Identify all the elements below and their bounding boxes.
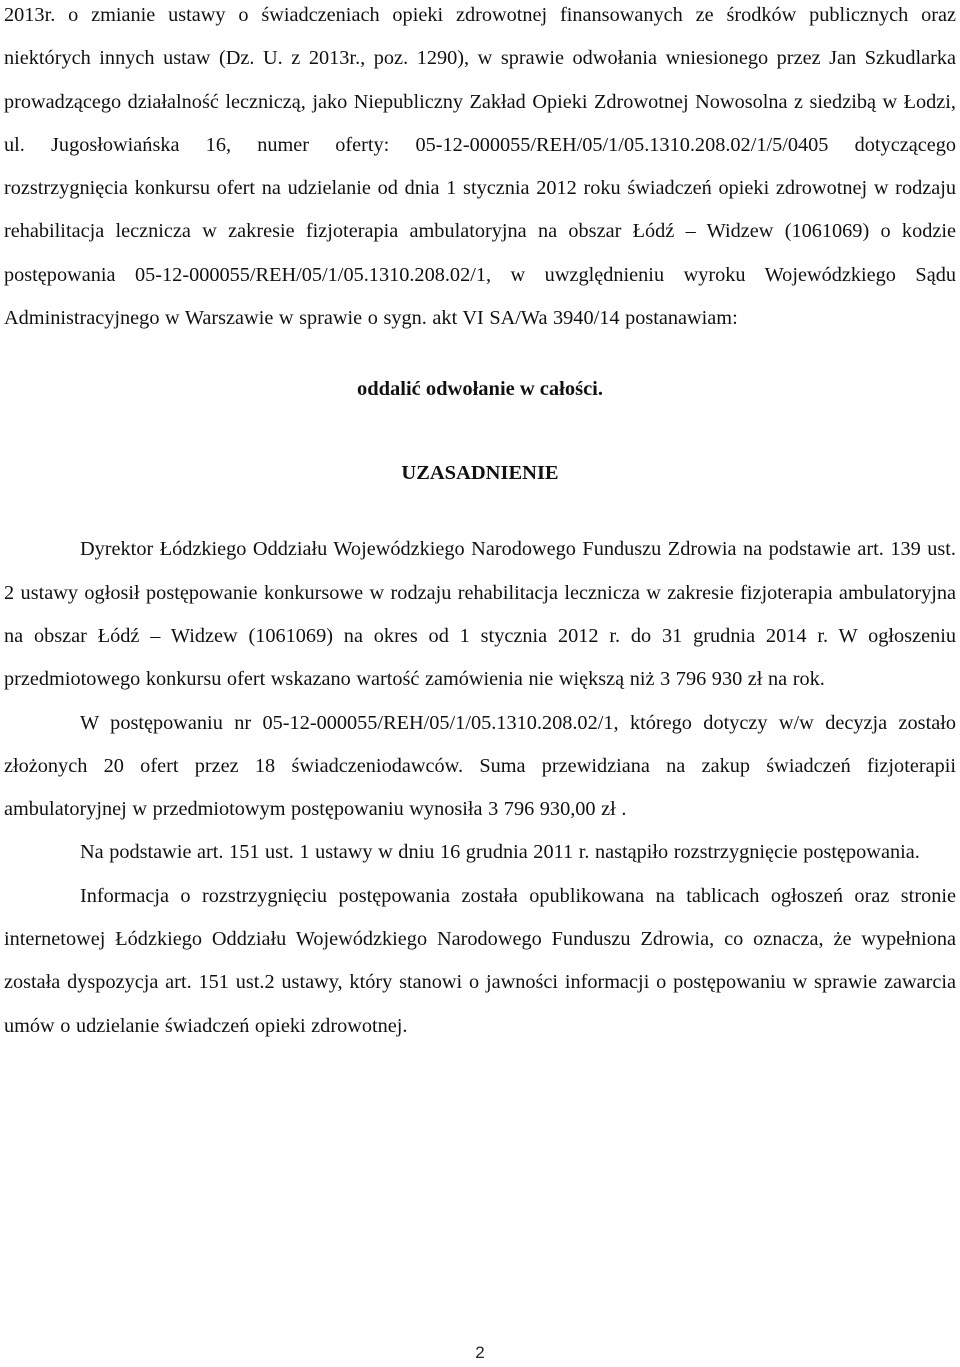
reasoning-paragraph-1: Dyrektor Łódzkiego Oddziału Wojewódzkiego Narodowego Funduszu Zdrowia na podstawie art. 139 ust. 2 ustawy ogłosił postępowanie konkursowe w rodzaju rehabilitacja lecznicza w zakresie fizjoterapia ambulatoryjna na obszar Łódź – Widzew (1061069) na okres od 1 stycznia 2012 r. do 31 grudnia 2014 r. W ogłoszeniu przedmiotowego konkursu ofert wskazano wartość zamówienia nie większą niż 3 796 930 zł na rok. bbox=[4, 538, 956, 691]
reasoning-paragraph-2: W postępowaniu nr 05-12-000055/REH/05/1/05.1310.208.02/1, którego dotyczy w/w decyzja zostało złożonych 20 ofert przez 18 świadczeniodawców. Suma przewidziana na zakup świadczeń fizjoterapii ambulatoryjnej w przedmiotowym postępowaniu wynosiła 3 796 930,00 zł . bbox=[4, 711, 956, 821]
decision-statement: oddalić odwołanie w całości. bbox=[356, 378, 603, 401]
page-number: 2 bbox=[475, 1343, 485, 1362]
reasoning-paragraph-3: Na podstawie art. 151 ust. 1 ustawy w dniu 16 grudnia 2011 r. nastąpiło rozstrzygnięcie postępowania. bbox=[80, 841, 920, 864]
section-heading: UZASADNIENIE bbox=[401, 462, 559, 485]
intro-paragraph: 2013r. o zmianie ustawy o świadczeniach opieki zdrowotnej finansowanych ze środków publicznych oraz niektórych innych ustaw (Dz. U. z 2013r., poz. 1290), w sprawie odwołania wniesionego przez Jan Szkudlarka prowadzącego działalność leczniczą, jako Niepubliczny Zakład Opieki Zdrowotnej Nowosolna z siedzibą w Łodzi, ul. Jugosłowiańska 16, numer oferty: 05-12-000055/REH/05/1/05.1310.208.02/1/5/0405 dotyczącego rozstrzygnięcia konkursu ofert na udzielanie od dnia 1 stycznia 2012 roku świadczeń opieki zdrowotnej w rodzaju rehabilitacja lecznicza w zakresie fizjoterapia ambulatoryjna na obszar Łódź – Widzew (1061069) o kodzie postępowania 05-12-000055/REH/05/1/05.1310.208.02/1, w uwzględnieniu wyroku Wojewódzkiego Sądu Administracyjnego w Warszawie w sprawie o sygn. akt VI SA/Wa 3940/14 postanawiam: bbox=[4, 4, 956, 330]
reasoning-paragraph-4: Informacja o rozstrzygnięciu postępowania została opublikowana na tablicach ogłoszeń oraz stronie internetowej Łódzkiego Oddziału Wojewódzkiego Narodowego Funduszu Zdrowia, co oznacza, że wypełniona została dyspozycja art. 151 ust.2 ustawy, który stanowi o jawności informacji o postępowaniu w sprawie zawarcia umów o udzielanie świadczeń opieki zdrowotnej. bbox=[4, 884, 956, 1037]
